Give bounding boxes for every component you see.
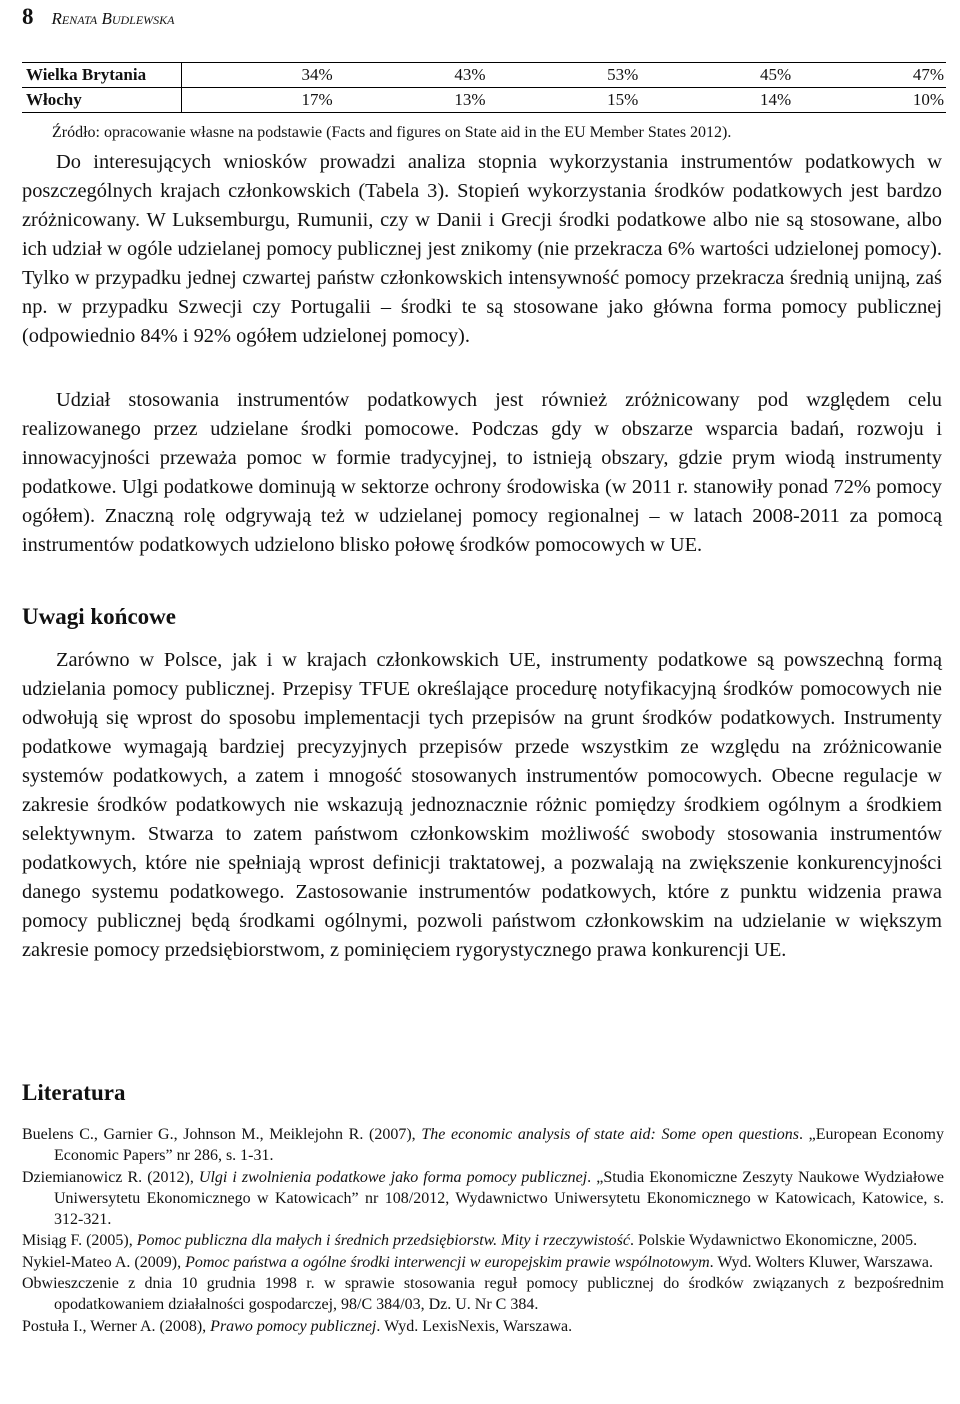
table-row — [22, 63, 946, 88]
table-cell: 15% — [488, 88, 641, 113]
reference-title: Ulgi i zwolnienia podatkowe jako forma pomocy publicznej — [198, 1168, 588, 1186]
reference-item — [22, 1230, 944, 1251]
table-cell: 45% — [640, 63, 793, 88]
page-header — [22, 0, 175, 34]
table-cell-country: Wielka Brytania — [22, 63, 181, 88]
running-head: Renata Budlewska — [51, 9, 175, 28]
section-heading-conclusions: Uwagi końcowe — [22, 604, 176, 629]
table-cell: 47% — [793, 63, 946, 88]
reference-details: . Polskie Wydawnictwo Ekonomiczne, 2005. — [630, 1232, 918, 1250]
page-number: 8 — [22, 4, 34, 29]
reference-authors: Obwieszczenie z dnia 10 grudnia 1998 r. w sprawie stosowania reguł pomocy publicznej do środków związanych z bezpośrednim opodatkowaniem działalności gospodarczej, 98/C 384/03, Dz. U. Nr C 384. — [22, 1275, 944, 1314]
reference-item — [22, 1167, 944, 1231]
reference-title: Pomoc publiczna dla małych i średnich przedsiębiorstw. Mity i rzeczywistość — [136, 1232, 630, 1250]
table-cell: 13% — [335, 88, 488, 113]
table-cell: 43% — [335, 63, 488, 88]
paragraph: Zarówno w Polsce, jak i w krajach członkowskich UE, instrumenty podatkowe są powszechną formą udzielania pomocy publicznej. Przepisy TFUE określające procedurę notyfikacyjną środków pomocowych nie odwołują się wprost do sposobu implementacji tych przepisów na grunt środków podatkowych. Instrumenty podatkowe wymagają bardziej precyzyjnych przepisów przede wszystkim ze względu na zróżnicowanie systemów podatkowych, a zatem i mnogość stosowanych instrumentów pomocowych. Obecne regulacje w zakresie środków podatkowych nie wskazują jednoznacznie różnic pomiędzy środkiem ogólnym a środkiem selektywnym. Stwarza to zatem państwom członkowskim możliwość swobody stosowania instrumentów podatkowych, które nie spełniają wprost definicji traktatowej, a pozwalają na zwiększenie konkurencyjności danego systemu podatkowego. Zastosowanie instrumentów podatkowych, które z punktu widzenia prawa pomocy publicznej będą środkami ogólnymi, pozwoli państwom członkowskim na udzielanie w większym zakresie pomocy przedsiębiorstwom, z pominięciem rygorystycznego prawa konkurencji UE. — [22, 649, 942, 961]
reference-title: Pomoc państwa a ogólne środki interwencji w europejskim prawie wspólnotowym — [185, 1253, 710, 1271]
table-cell: 17% — [181, 88, 334, 113]
table-cell: 14% — [640, 88, 793, 113]
table-source-note: Źródło: opracowanie własne na podstawie (Facts and figures on State aid in the EU Member States 2012). — [52, 124, 732, 141]
reference-authors: Misiąg F. (2005), — [22, 1232, 137, 1250]
reference-authors: Postuła I., Werner A. (2008), — [22, 1317, 211, 1335]
table-cell-country: Włochy — [22, 88, 181, 113]
table-cell: 10% — [793, 88, 946, 113]
paragraph: Udział stosowania instrumentów podatkowych jest również zróżnicowany pod względem celu realizowanego przez udzielane środki pomocowe. Podczas gdy w obszarze wsparcia badań, rozwoju i innowacyjności przeważa pomoc w formie tradycyjnej, to istnieją obszary, gdzie prym wiodą instrumenty podatkowe. Ulgi podatkowe dominują w sektorze ochrony środowiska (w 2011 r. stanowiły ponad 72% pomocy ogółem). Znaczną rolę odgrywają też w udzielanej pomocy regionalnej – w latach 2008-2011 za pomocą instrumentów podatkowych udzielono blisko połowę środków pomocowych w UE. — [22, 389, 942, 556]
reference-authors: Nykiel-Mateo A. (2009), — [22, 1253, 186, 1271]
reference-list — [22, 1124, 944, 1337]
table-cell: 34% — [181, 63, 334, 88]
table-cell: 53% — [488, 63, 641, 88]
reference-authors: Dziemianowicz R. (2012), — [22, 1168, 199, 1186]
reference-details: . Wyd. LexisNexis, Warszawa. — [376, 1317, 573, 1335]
reference-details: . „European Economy Economic Papers” nr 286, s. 1-31. — [54, 1126, 944, 1165]
reference-title: Prawo pomocy publicznej — [210, 1317, 377, 1335]
data-table — [22, 62, 946, 113]
paragraph: Do interesujących wniosków prowadzi analiza stopnia wykorzystania instrumentów podatkowych w poszczególnych krajach członkowskich (Tabela 3). Stopień wykorzystania środków podatkowych jest bardzo zróżnicowany. W Luksemburgu, Rumunii, czy w Danii i Grecji środki podatkowe albo nie są stosowane, albo ich udział w ogóle udzielanej pomocy publicznej jest znikomy (nie przekracza 6% wartości udzielonej pomocy). Tylko w przypadku jednej czwartej państw członkowskich intensywność pomocy przekracza średnią unijną, zaś np. w przypadku Szwecji czy Portugalii – środki te są stosowane jako główna forma pomocy publicznej (odpowiednio 84% i 92% ogółem udzielonej pomocy). — [22, 151, 942, 347]
reference-item — [22, 1273, 944, 1316]
reference-details: . „Studia Ekonomiczne Zeszyty Naukowe Wydziałowe Uniwersytetu Ekonomicznego w Katowicach” nr 108/2012, Wydawnictwo Uniwersytetu Ekonomicznego w Katowicach, Katowice, s. 312-321. — [54, 1168, 944, 1229]
reference-title: The economic analysis of state aid: Some open questions — [421, 1126, 799, 1143]
reference-item — [22, 1316, 944, 1337]
reference-details: . Wyd. Wolters Kluwer, Warszawa. — [709, 1253, 933, 1271]
table-row — [22, 88, 946, 113]
reference-item — [22, 1252, 944, 1273]
reference-authors: Buelens C., Garnier G., Johnson M., Meiklejohn R. (2007), — [22, 1126, 422, 1143]
section-heading-literature: Literatura — [22, 1080, 126, 1105]
reference-item — [22, 1124, 944, 1167]
